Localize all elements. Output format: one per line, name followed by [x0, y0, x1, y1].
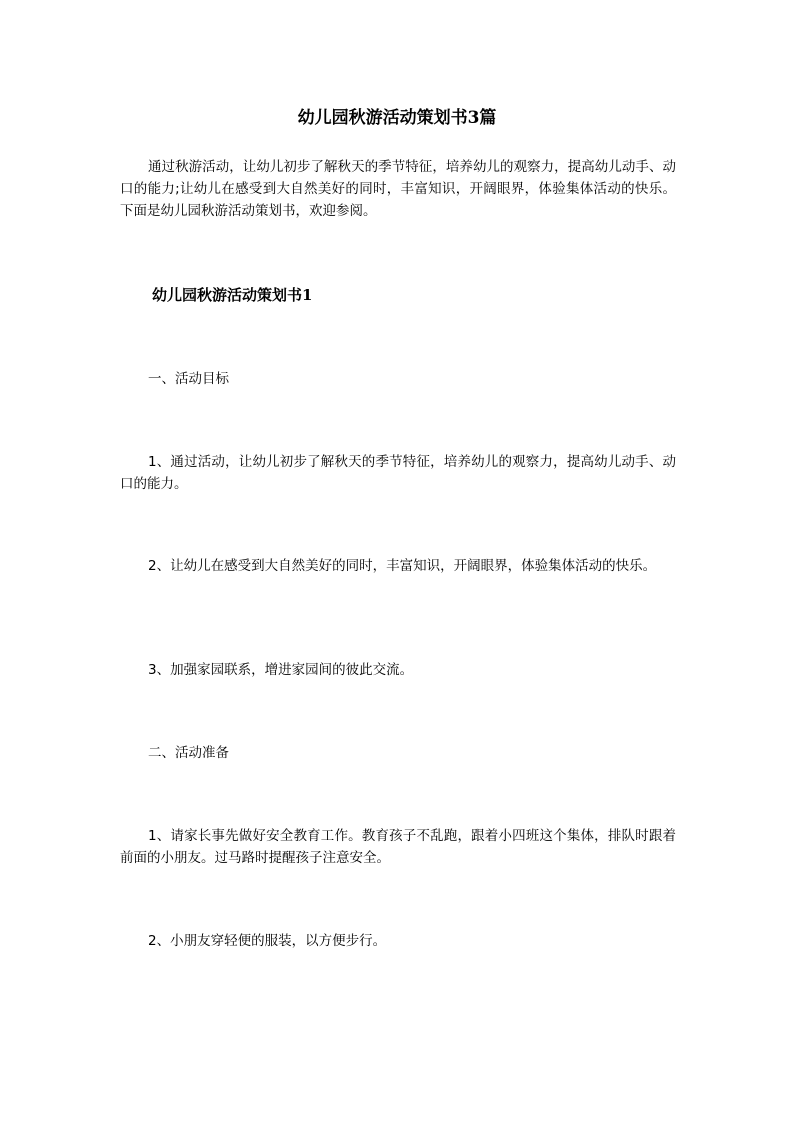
part1-heading: 一、活动目标 [148, 371, 229, 387]
goal-item-1: 1、通过活动，让幼儿初步了解秋天的季节特征，培养幼儿的观察力，提高幼儿动手、动口的能力。 [120, 454, 676, 492]
part2-heading: 二、活动准备 [148, 745, 229, 761]
intro-paragraph: 通过秋游活动，让幼儿初步了解秋天的季节特征，培养幼儿的观察力，提高幼儿动手、动口的能力;让幼儿在感受到大自然美好的同时，丰富知识，开阔眼界，体验集体活动的快乐。 下面是幼儿园秋游活动策划书，欢迎参阅。 [120, 159, 676, 219]
preparation-item-2: 2、小朋友穿轻便的服装，以方便步行。 [148, 933, 387, 949]
goal-item-2: 2、让幼儿在感受到大自然美好的同时，丰富知识，开阔眼界，体验集体活动的快乐。 [148, 558, 657, 574]
goal-item-3: 3、加强家园联系，增进家园间的彼此交流。 [148, 662, 414, 678]
document-title: 幼儿园秋游活动策划书3篇 [297, 108, 497, 128]
section-heading: 幼儿园秋游活动策划书1 [152, 286, 313, 304]
preparation-item-1: 1、请家长事先做好安全教育工作。教育孩子不乱跑，跟着小四班这个集体，排队时跟着前面的小朋友。过马路时提醒孩子注意安全。 [120, 828, 676, 866]
